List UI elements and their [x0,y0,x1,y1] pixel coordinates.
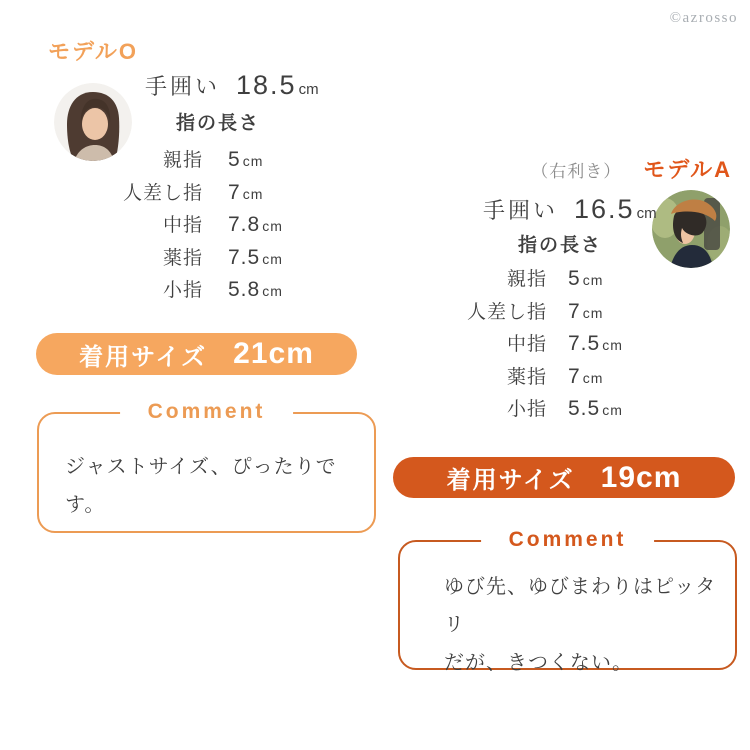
hand-circumference-value: 16.5 [574,194,635,224]
table-row [385,264,623,297]
finger-label: 中指 [506,334,547,355]
model-o-comment-box [37,400,376,533]
hand-circumference-label: 手囲い [483,198,559,223]
model-a-header [531,153,732,184]
finger-value: 5 cm [568,267,604,290]
wearing-size-label: 着用サイズ [446,467,575,494]
model-o-hand-circumference [145,70,319,101]
wearing-size-label: 着用サイズ [79,343,208,371]
model-a-wearing-size-banner [393,457,735,498]
finger-unit: cm [602,402,623,418]
finger-value: 7 cm [228,180,264,204]
hand-circumference-label: 手囲い [145,74,221,99]
table-row [385,394,623,427]
finger-label: 小指 [506,399,547,420]
model-a-finger-length-title: 指の長さ [518,235,603,256]
model-a-finger-table [385,264,623,427]
comment-text: ジャストサイズ、ぴったりです。 [65,456,337,516]
finger-label: 中指 [162,215,203,236]
finger-unit: cm [242,153,264,169]
finger-value: 7 cm [568,299,604,323]
comment-title: Comment [120,400,294,424]
hand-circumference-unit: cm [298,81,319,98]
model-a-photo [652,190,730,268]
table-row [40,243,283,276]
finger-unit: cm [262,250,283,267]
finger-unit: cm [582,272,604,288]
finger-unit: cm [262,283,283,299]
model-o-finger-table [40,145,283,308]
table-row [385,329,623,362]
finger-label: 人差し指 [122,182,203,204]
finger-unit: cm [262,218,283,234]
table-row [385,297,623,330]
copyright-text: ©azrosso [669,10,738,26]
finger-value: 5 cm [228,148,264,171]
table-row [385,362,623,395]
finger-value: 5.8 cm [228,278,283,301]
comment-text: ゆび先、ゆびまわりはピッタリ だが、きつくない。 [444,576,717,674]
model-a-hand-circumference [483,194,657,225]
finger-unit: cm [582,369,604,386]
finger-value: 7.5 cm [228,245,283,269]
finger-label: 親指 [506,269,547,290]
hand-circumference-unit: cm [636,205,657,222]
table-row [40,275,283,308]
comment-title: Comment [481,528,655,552]
finger-label: 親指 [162,150,203,171]
woman-short-hair-hat-avatar-icon [652,190,730,268]
finger-value: 7.8 cm [228,213,283,236]
hand-circumference-value: 18.5 [236,70,297,100]
table-row [40,178,283,211]
finger-value: 7 cm [568,364,604,388]
finger-unit: cm [602,337,623,353]
model-o-name: モデルO [48,39,139,64]
finger-label: 薬指 [506,366,547,388]
finger-label: 人差し指 [466,301,547,323]
finger-unit: cm [582,304,604,321]
finger-value: 5.5 cm [568,397,623,420]
wearing-size-value: 19cm [600,460,682,494]
table-row [40,210,283,243]
model-o-finger-length-title: 指の長さ [176,113,261,134]
finger-label: 小指 [162,280,203,301]
wearing-size-value: 21cm [233,337,314,370]
model-a-handedness: （右利き） [531,162,622,181]
finger-unit: cm [242,185,264,202]
model-o-wearing-size-banner [36,333,357,375]
finger-value: 7.5 cm [568,332,623,355]
model-a-comment-box [398,528,737,674]
finger-label: 薬指 [162,247,203,269]
model-a-name: モデルA [643,157,732,182]
table-row [40,145,283,178]
